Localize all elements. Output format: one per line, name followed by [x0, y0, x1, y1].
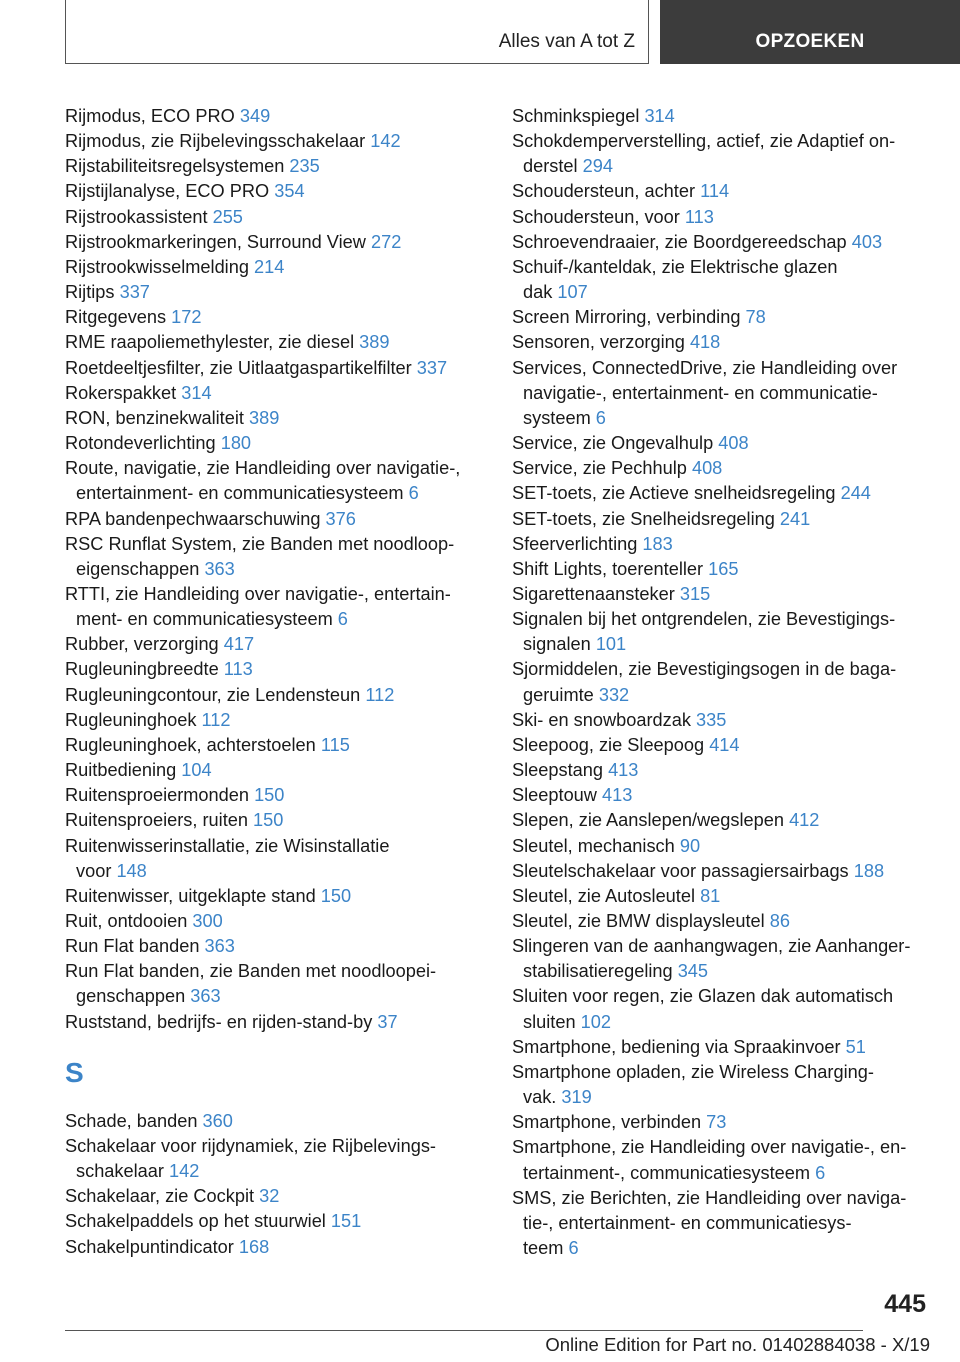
index-entry	[512, 1110, 937, 1135]
index-entry	[65, 657, 485, 682]
index-entry-text: Route, navigatie, zie Handleiding over navigatie-,	[65, 458, 461, 479]
index-entry	[65, 934, 485, 959]
page-reference-link[interactable]: 6	[595, 407, 606, 428]
page-reference-link[interactable]: 183	[642, 533, 673, 554]
index-entry-text: Schakelpuntindicator	[65, 1236, 239, 1257]
page-reference-link[interactable]: 168	[238, 1236, 270, 1257]
index-entry-text: Rugleuninghoek	[65, 709, 202, 730]
page-reference-link[interactable]: 418	[689, 332, 721, 353]
index-entry-text: SMS, zie Berichten, zie Handleiding over naviga-	[512, 1187, 907, 1208]
index-entry	[65, 1235, 485, 1260]
index-entry-text: Ruitbediening	[65, 760, 182, 781]
index-entry	[512, 305, 937, 330]
page-reference-link[interactable]: 337	[119, 282, 150, 303]
page-reference-link[interactable]: 150	[253, 810, 284, 831]
index-entry-text: Run Flat banden, zie Banden met noodloopei-	[65, 961, 437, 982]
index-entry-text: Sleutel, zie BMW displaysleutel	[512, 911, 770, 931]
page-reference-link[interactable]: 81	[700, 885, 721, 906]
index-entry-text: Sensoren, verzorging	[512, 332, 690, 353]
page-reference-link[interactable]: 335	[696, 709, 727, 730]
index-entry	[65, 104, 485, 129]
page-reference-link[interactable]: 151	[330, 1211, 362, 1232]
index-entry-text: Rugleuningcontour, zie Lendensteun	[65, 684, 366, 705]
page-reference-link[interactable]: 272	[370, 231, 402, 252]
page-reference-link[interactable]: 417	[223, 634, 255, 655]
index-entry-text: Ruststand, bedrijfs- en rijden-stand-by	[65, 1011, 378, 1032]
index-entry-text: Smartphone opladen, zie Wireless Charging-	[512, 1061, 874, 1082]
index-entry	[512, 884, 937, 909]
index-entry	[65, 129, 485, 154]
page-reference-link[interactable]: 188	[853, 860, 885, 881]
index-entry	[65, 1010, 485, 1035]
page-reference-link[interactable]: 148	[116, 860, 147, 881]
index-entry	[512, 708, 937, 733]
index-entry-text: vak.	[523, 1087, 562, 1108]
index-entry	[65, 179, 485, 204]
index-entry-text: Ruitensproeiermonden	[65, 785, 255, 806]
index-entry	[65, 1109, 485, 1134]
page-reference-link[interactable]: 345	[677, 961, 709, 982]
index-entry-text: RTTI, zie Handleiding over navigatie-, entertain-	[65, 583, 451, 604]
index-entry-text: Rijtips	[65, 282, 120, 303]
index-entry-text: SET-toets, zie Snelheidsregeling	[512, 508, 780, 529]
index-entry-text: Sfeerverlichting	[512, 533, 643, 554]
index-entry-text: Ruitensproeiers, ruiten	[65, 810, 254, 831]
index-entry	[65, 683, 485, 708]
index-entry	[512, 733, 937, 758]
index-column-left	[65, 104, 485, 1260]
index-entry-text: Schade, banden	[65, 1110, 203, 1131]
page-reference-link[interactable]: 73	[706, 1112, 727, 1133]
page-reference-link[interactable]: 376	[325, 508, 356, 529]
index-entry	[65, 154, 485, 179]
index-entry	[65, 255, 485, 280]
section-title: Alles van A tot Z	[498, 31, 635, 52]
index-entry-text: Shift Lights, toerenteller	[512, 558, 709, 579]
index-entry	[512, 582, 937, 607]
index-entry-text: Rijstrookwisselmelding	[65, 256, 255, 277]
page-reference-link[interactable]: 389	[359, 332, 390, 353]
index-entry	[512, 230, 937, 255]
index-entry-text: Sleeptouw	[512, 785, 602, 806]
index-entry	[512, 834, 937, 859]
index-list-s	[65, 1109, 485, 1260]
index-entry	[65, 406, 485, 431]
index-entry-text: Rokerspakket	[65, 382, 182, 403]
index-entry	[512, 1060, 937, 1110]
page-reference-link[interactable]: 241	[779, 508, 811, 529]
page-reference-link[interactable]: 214	[254, 256, 285, 277]
index-entry-text: eigenschappen	[76, 558, 205, 579]
index-entry	[512, 557, 937, 582]
index-entry-text: Smartphone, verbinden	[512, 1112, 707, 1133]
index-entry-text: Service, zie Pechhulp	[512, 458, 692, 479]
index-entry-text: Service, zie Ongevalhulp	[512, 433, 719, 454]
page-reference-link[interactable]: 142	[169, 1161, 200, 1182]
page-reference-link[interactable]: 115	[320, 734, 350, 755]
index-entry	[512, 1135, 937, 1185]
page-reference-link[interactable]: 403	[851, 231, 883, 252]
page-reference-link[interactable]: 6	[815, 1162, 826, 1183]
page-reference-link[interactable]: 255	[212, 206, 243, 227]
index-entry-text: Sleepstang	[512, 760, 609, 781]
index-entry-text: signalen	[523, 634, 596, 655]
page-reference-link[interactable]: 86	[769, 911, 790, 931]
page-reference-link[interactable]: 102	[580, 1011, 611, 1032]
index-entry	[65, 582, 485, 632]
index-entry	[65, 733, 485, 758]
index-entry-text: navigatie-, entertainment- en communicatie-	[523, 382, 878, 403]
index-entry-text: Schminkspiegel	[512, 106, 645, 126]
index-entry-text: Slingeren van de aanhangwagen, zie Aanhanger-	[512, 936, 911, 957]
index-entry-text: Sleepoog, zie Sleepoog	[512, 734, 710, 755]
index-entry	[65, 1209, 485, 1234]
footer-divider	[65, 1330, 863, 1331]
index-entry-text: Sleutelschakelaar voor passagiersairbags	[512, 860, 854, 881]
index-entry	[512, 205, 937, 230]
index-entry-text: Ruit, ontdooien	[65, 911, 193, 931]
page-reference-link[interactable]: 408	[691, 458, 723, 479]
index-entry-text: Sleutel, zie Autosleutel	[512, 885, 701, 906]
index-list-r	[65, 104, 485, 1035]
index-entry	[65, 758, 485, 783]
page-reference-link[interactable]: 300	[192, 911, 223, 931]
page-reference-link[interactable]: 6	[337, 609, 348, 630]
page-reference-link[interactable]: 104	[181, 760, 212, 781]
index-entry-text: Sjormiddelen, zie Bevestigingsogen in de baga-	[512, 659, 897, 680]
index-entry-text: Rijstrookmarkeringen, Surround View	[65, 231, 371, 252]
page-reference-link[interactable]: 37	[377, 1011, 398, 1032]
index-entry	[512, 657, 937, 707]
index-entry-text: genschappen	[76, 986, 191, 1007]
index-entry-text: Run Flat banden	[65, 936, 205, 957]
index-entry-text: sluiten	[523, 1011, 581, 1032]
index-entry-text: Schakelaar, zie Cockpit	[65, 1186, 260, 1207]
index-entry	[65, 330, 485, 355]
page-reference-link[interactable]: 360	[202, 1110, 233, 1131]
index-entry	[65, 431, 485, 456]
index-entry-text: RPA bandenpechwaarschuwing	[65, 508, 326, 529]
page-reference-link[interactable]: 314	[181, 382, 212, 403]
page-reference-link[interactable]: 315	[679, 583, 711, 604]
index-entry	[512, 607, 937, 657]
index-entry	[65, 708, 485, 733]
page-reference-link[interactable]: 180	[220, 433, 252, 454]
index-entry	[512, 808, 937, 833]
page-reference-link[interactable]: 6	[568, 1238, 579, 1259]
index-entry-text: Schakelaar voor rijdynamiek, zie Rijbelevings-	[65, 1135, 436, 1156]
index-entry	[512, 481, 937, 506]
index-entry	[65, 356, 485, 381]
page-reference-link[interactable]: 150	[320, 885, 352, 906]
page-reference-link[interactable]: 294	[582, 156, 614, 177]
page-reference-link[interactable]: 354	[274, 181, 305, 202]
index-entry	[512, 330, 937, 355]
page-reference-link[interactable]: 413	[602, 785, 633, 806]
page-number: 445	[884, 1290, 926, 1318]
index-entry-text: entertainment- en communicatiesysteem	[76, 483, 409, 504]
index-entry	[512, 909, 937, 934]
page-reference-link[interactable]: 78	[745, 307, 766, 328]
index-list-s-continued	[512, 104, 937, 1261]
index-entry-text: RME raapoliemethylester, zie diesel	[65, 332, 360, 353]
index-entry-text: tie-, entertainment- en communicatiesys-	[523, 1212, 852, 1233]
index-entry-text: Schroevendraaier, zie Boordgereedschap	[512, 231, 852, 252]
page-reference-link[interactable]: 337	[416, 357, 448, 378]
section-letter: S	[65, 1056, 84, 1088]
index-entry-text: Slepen, zie Aanslepen/wegslepen	[512, 810, 790, 831]
page-reference-link[interactable]: 107	[557, 282, 588, 303]
index-entry-text: Rugleuningbreedte	[65, 659, 224, 680]
index-entry-text: dak	[523, 282, 558, 303]
index-entry	[65, 808, 485, 833]
index-entry-text: RSC Runflat System, zie Banden met noodloop-	[65, 533, 455, 554]
index-entry	[65, 456, 485, 506]
index-entry-text: Signalen bij het ontgrendelen, zie Bevestigings-	[512, 609, 896, 630]
index-entry-text: Sleutel, mechanisch	[512, 835, 680, 856]
index-entry-text: Rijmodus, zie Rijbelevingsschakelaar	[65, 131, 371, 152]
page-reference-link[interactable]: 349	[239, 106, 271, 126]
index-entry	[65, 381, 485, 406]
page-reference-link[interactable]: 319	[561, 1087, 592, 1108]
page-reference-link[interactable]: 112	[365, 684, 395, 705]
index-entry	[65, 632, 485, 657]
index-entry-text: Sluiten voor regen, zie Glazen dak automatisch	[512, 986, 894, 1007]
index-entry-text: schakelaar	[76, 1161, 170, 1182]
index-entry	[65, 230, 485, 255]
index-entry	[512, 532, 937, 557]
index-entry	[512, 456, 937, 481]
page-reference-link[interactable]: 412	[789, 810, 820, 831]
index-entry	[65, 834, 485, 884]
index-column-right	[512, 104, 937, 1261]
page-reference-link[interactable]: 413	[608, 760, 639, 781]
index-entry	[65, 1184, 485, 1209]
index-entry	[512, 179, 937, 204]
page-reference-link[interactable]: 235	[289, 156, 320, 177]
page-reference-link[interactable]: 172	[171, 307, 202, 328]
index-entry-text: Rijstabiliteitsregelsystemen	[65, 156, 290, 177]
index-entry-text: Rugleuninghoek, achterstoelen	[65, 734, 321, 755]
index-entry-text: Rotondeverlichting	[65, 433, 221, 454]
page-reference-link[interactable]: 32	[259, 1186, 280, 1207]
index-entry	[65, 884, 485, 909]
index-entry	[512, 859, 937, 884]
index-entry	[512, 129, 937, 179]
index-entry	[65, 909, 485, 934]
page-reference-link[interactable]: 332	[598, 684, 630, 705]
index-entry-text: Schoudersteun, voor	[512, 206, 685, 227]
page-reference-link[interactable]: 51	[845, 1036, 866, 1057]
index-entry	[512, 356, 937, 431]
index-entry-text: Schuif-/kanteldak, zie Elektrische glazen	[512, 256, 838, 277]
index-entry-text: Sigarettenaansteker	[512, 583, 680, 604]
index-entry	[65, 959, 485, 1009]
index-entry-text: Schoudersteun, achter	[512, 181, 701, 202]
index-entry	[65, 783, 485, 808]
page-reference-link[interactable]: 165	[708, 558, 739, 579]
index-entry	[65, 305, 485, 330]
page-reference-link[interactable]: 314	[644, 106, 675, 126]
index-entry-text: Rijstijlanalyse, ECO PRO	[65, 181, 275, 202]
index-entry	[512, 1186, 937, 1261]
index-entry-text: Smartphone, bediening via Spraakinvoer	[512, 1036, 846, 1057]
index-entry	[512, 255, 937, 305]
page-reference-link[interactable]: 90	[679, 835, 701, 856]
index-entry-text: stabilisatieregeling	[523, 961, 678, 982]
page-reference-link[interactable]: 114	[700, 181, 730, 202]
index-entry-text: derstel	[523, 156, 583, 177]
page-reference-link[interactable]: 363	[204, 936, 235, 957]
page-reference-link[interactable]: 150	[254, 785, 285, 806]
index-entry-text: Ruitenwisser, uitgeklapte stand	[65, 885, 321, 906]
index-entry	[65, 205, 485, 230]
page-reference-link[interactable]: 113	[223, 659, 253, 680]
index-entry	[512, 984, 937, 1034]
index-entry-text: RON, benzinekwaliteit	[65, 407, 249, 428]
page-reference-link[interactable]: 389	[248, 407, 280, 428]
index-entry-text: Rijmodus, ECO PRO	[65, 106, 240, 126]
index-entry-text: Roetdeeltjesfilter, zie Uitlaatgaspartikelfilter	[65, 357, 417, 378]
index-entry	[512, 783, 937, 808]
index-entry-text: Ritgegevens	[65, 307, 172, 328]
page-reference-link[interactable]: 414	[709, 734, 740, 755]
index-entry-text: Schakelpaddels op het stuurwiel	[65, 1211, 331, 1232]
page-reference-link[interactable]: 244	[840, 483, 871, 504]
index-entry	[65, 1134, 485, 1184]
page-reference-link[interactable]: 363	[190, 986, 221, 1007]
index-entry-text: tertainment-, communicatiesysteem	[523, 1162, 816, 1183]
index-entry-text: Rijstrookassistent	[65, 206, 213, 227]
index-entry	[65, 507, 485, 532]
index-entry-text: Smartphone, zie Handleiding over navigatie-, en-	[512, 1137, 907, 1158]
index-entry-text: teem	[523, 1238, 569, 1259]
index-entry-text: Ruitenwisserinstallatie, zie Wisinstallatie	[65, 835, 390, 856]
index-entry	[65, 280, 485, 305]
index-entry	[512, 934, 937, 984]
index-entry	[512, 758, 937, 783]
index-entry-text: Services, ConnectedDrive, zie Handleiding over	[512, 357, 898, 378]
index-entry	[512, 104, 937, 129]
tab-opzoeken[interactable]: OPZOEKEN	[660, 0, 960, 64]
index-entry-text: geruimte	[523, 684, 599, 705]
footer-edition-text: Online Edition for Part no. 01402884038 - X/19	[545, 1334, 930, 1355]
page-reference-link[interactable]: 101	[595, 634, 627, 655]
index-entry-text: ment- en communicatiesysteem	[76, 609, 338, 630]
page-reference-link[interactable]: 142	[370, 131, 401, 152]
index-entry	[512, 507, 937, 532]
index-entry-text: Screen Mirroring, verbinding	[512, 307, 746, 328]
index-entry-text: Ski- en snowboardzak	[512, 709, 696, 730]
index-entry	[65, 532, 485, 582]
index-entry-text: voor	[76, 860, 117, 881]
page-reference-link[interactable]: 6	[408, 483, 419, 504]
page-reference-link[interactable]: 113	[684, 206, 714, 227]
page-reference-link[interactable]: 363	[204, 558, 235, 579]
index-entry	[512, 431, 937, 456]
page-reference-link[interactable]: 408	[718, 433, 749, 454]
index-entry-text: systeem	[523, 407, 596, 428]
page-reference-link[interactable]: 112	[201, 709, 231, 730]
index-entry-text: Schokdemperverstelling, actief, zie Adaptief on-	[512, 131, 896, 152]
index-entry	[512, 1035, 937, 1060]
index-entry-text: SET-toets, zie Actieve snelheidsregeling	[512, 483, 841, 504]
index-entry-text: Rubber, verzorging	[65, 634, 224, 655]
